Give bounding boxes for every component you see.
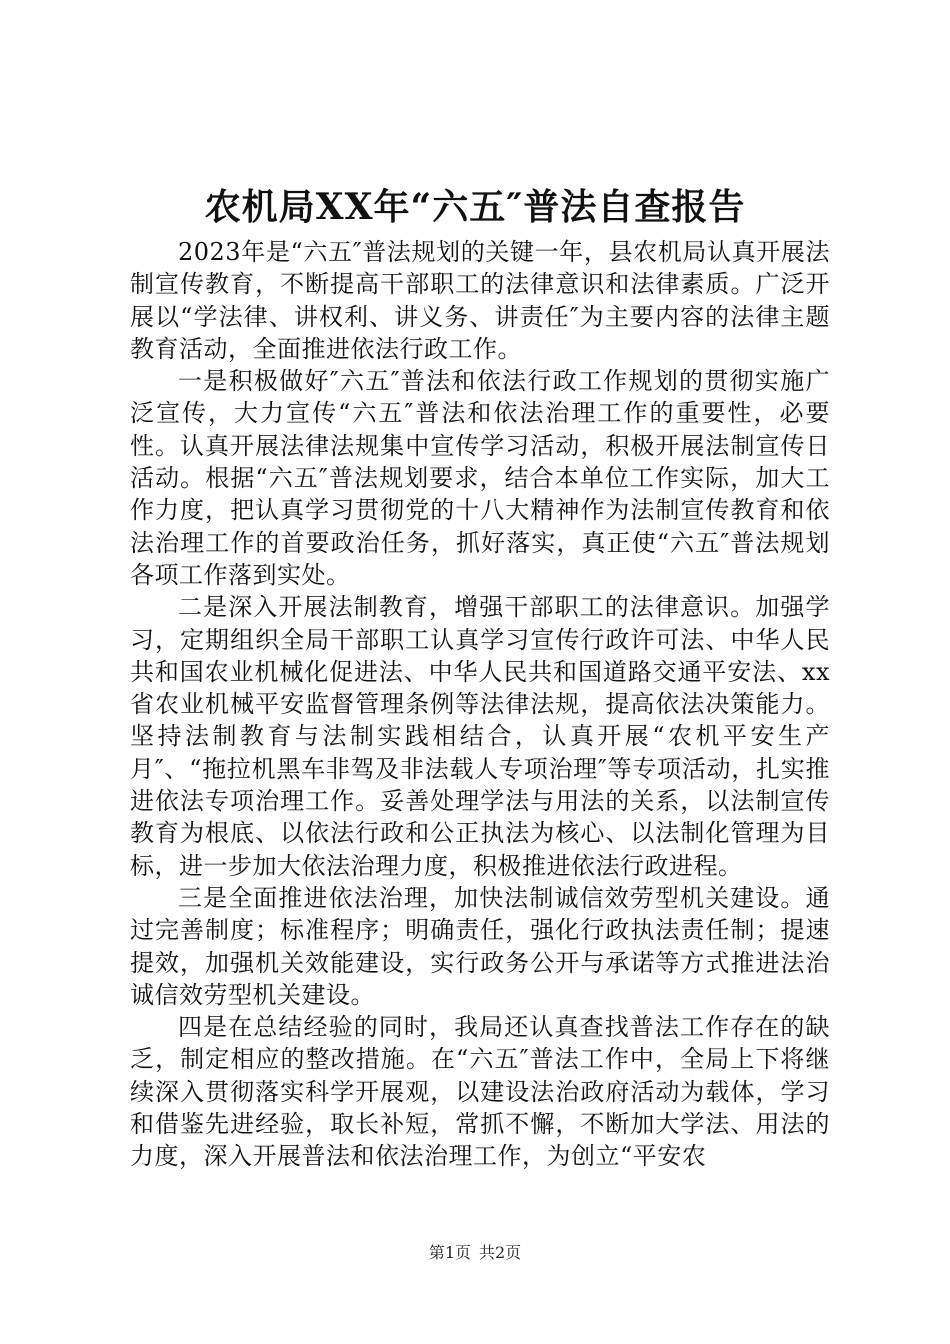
paragraph-point-1: 一是积极做好″六五″普法和依法行政工作规划的贯彻实施广泛宣传，大力宣传“六五″普法和依法治理工作的重要性，必要性。认真开展法律法规集中宣传学习活动，积极开展法制宣传日活动。根据“六五″普法规划要求，结合本单位工作实际，加大工作力度，把认真学习贯彻党的十八大精神作为法制宣传教育和依法治理工作的首要政治任务，抓好落实，真正使“六五″普法规划各项工作落到实处。 bbox=[130, 367, 830, 589]
paragraph-intro: 2023年是“六五″普法规划的关键一年，县农机局认真开展法制宣传教育，不断提高干部职工的法律意识和法律素质。广泛开展以“学法律、讲权利、讲义务、讲责任″为主要内容的法律主题教育活动，全面推进依法行政工作。 bbox=[130, 238, 830, 363]
document-title: 农机局XX年“六五″普法自查报告 bbox=[204, 186, 746, 228]
page-footer bbox=[0, 1242, 950, 1264]
paragraph-point-3: 三是全面推进依法治理，加快法制诚信效劳型机关建设。通过完善制度；标准程序；明确责任，强化行政执法责任制；提速提效，加强机关效能建设，实行政务公开与承诺等方式推进法治诚信效劳型机关建设。 bbox=[130, 883, 830, 1009]
document-body bbox=[130, 236, 830, 1173]
page-number-current: 第1页 bbox=[428, 1243, 471, 1262]
paragraph-point-4: 四是在总结经验的同时，我局还认真查找普法工作存在的缺乏，制定相应的整改措施。在“六五″普法工作中，全局上下将继续深入贯彻落实科学开展观，以建设法治政府活动为载体，学习和借鉴先进经验，取长补短，常抓不懈，不断加大学法、用法的力度，深入开展普法和依法治理工作，为创立“平安农 bbox=[130, 1013, 830, 1171]
page-number-total: 共2页 bbox=[479, 1243, 522, 1262]
paragraph-point-2: 二是深入开展法制教育，增强干部职工的法律意识。加强学习，定期组织全局干部职工认真学习宣传行政许可法、中华人民共和国农业机械化促进法、中华人民共和国道路交通平安法、xx省农业机械平安监督管理条例等法律法规，提高依法决策能力。坚持法制教育与法制实践相结合，认真开展“农机平安生产月″、“拖拉机黑车非驾及非法载人专项治理″等专项活动，扎实推进依法专项治理工作。妥善处理学法与用法的关系，以法制宣传教育为根底、以依法行政和公正执法为核心、以法制化管理为目标，进一步加大依法治理力度，积极推进依法行政进程。 bbox=[130, 593, 830, 880]
